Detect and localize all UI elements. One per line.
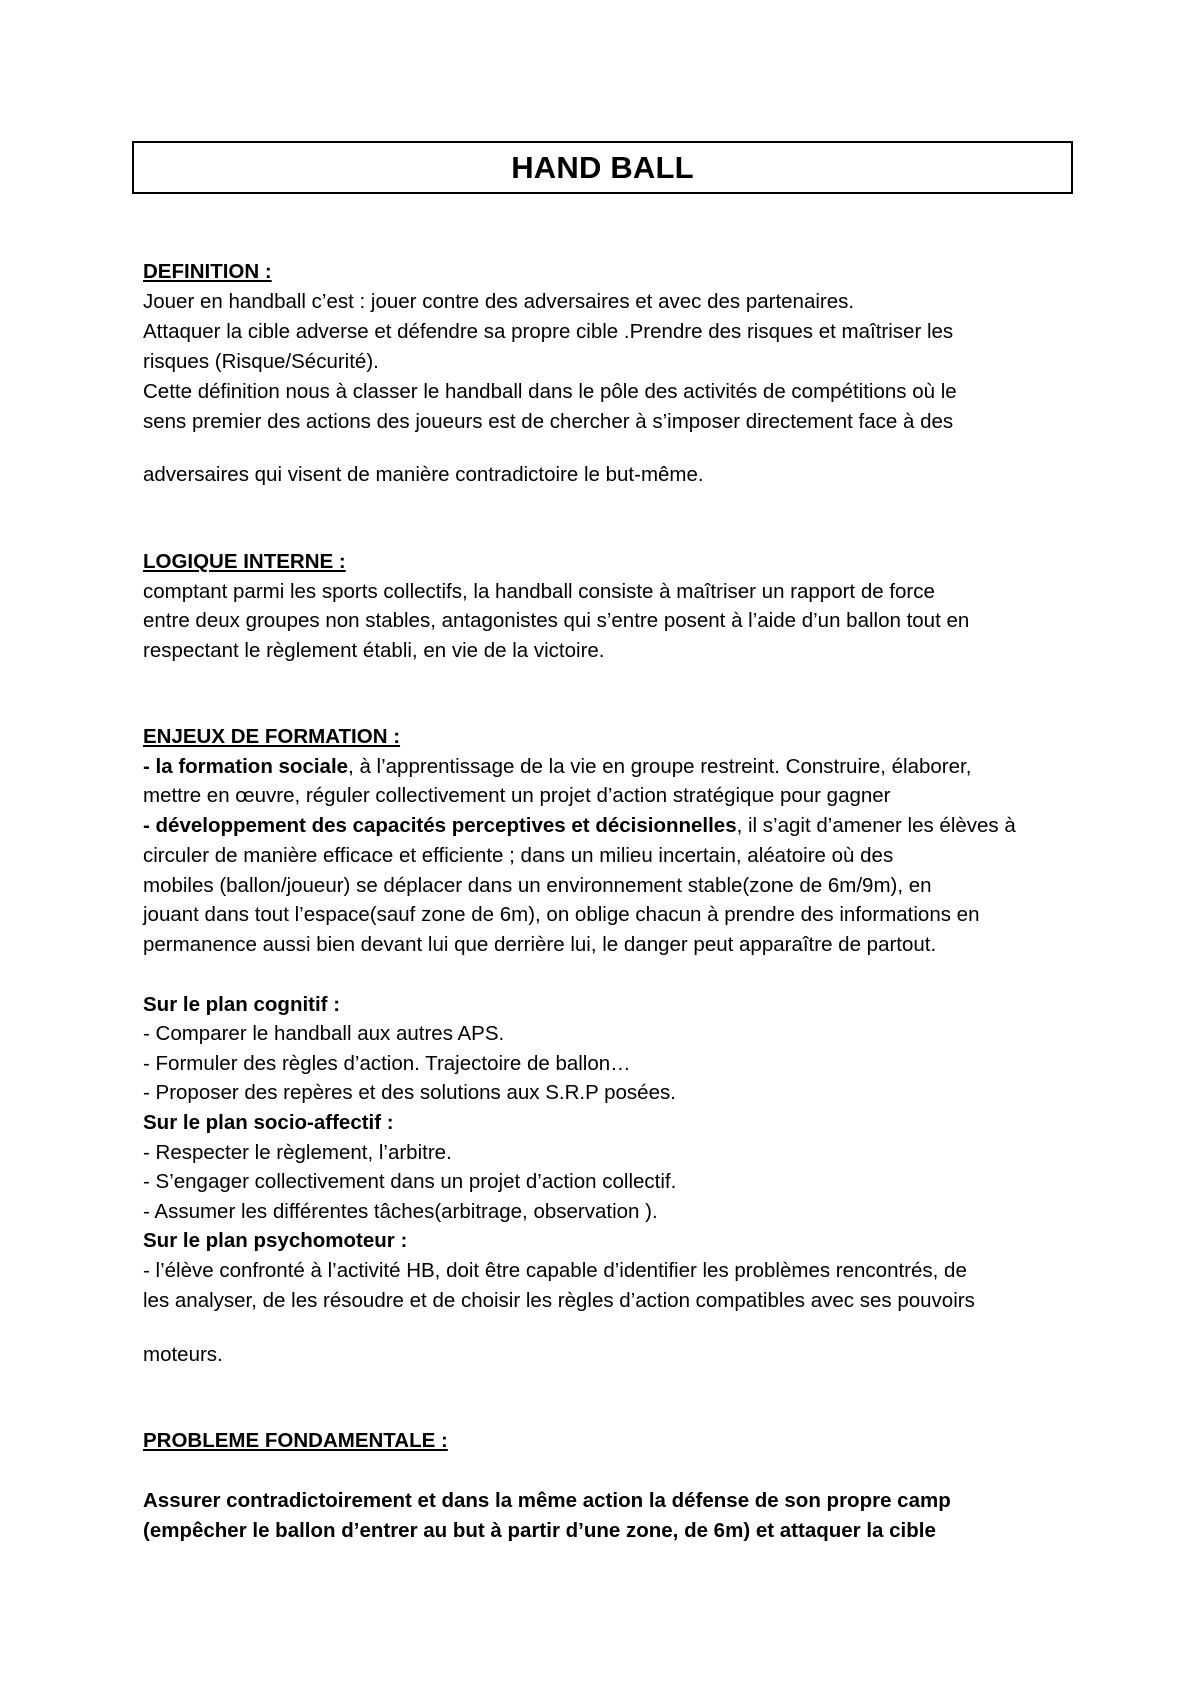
- logique-line: comptant parmi les sports collectifs, la handball consiste à maîtriser un rapport de force: [143, 580, 935, 603]
- definition-line: sens premier des actions des joueurs est de chercher à s’imposer directement face à des: [143, 410, 954, 433]
- cognitif-item: - Formuler des règles d’action. Trajectoire de ballon…: [143, 1052, 631, 1075]
- enjeux-dev-bold: - développement des capacités perceptives et décisionnelles: [143, 814, 737, 837]
- definition-line: Cette définition nous à classer le handball dans le pôle des activités de compétitions où le: [143, 380, 957, 403]
- cognitif-item: - Comparer le handball aux autres APS.: [143, 1022, 505, 1045]
- enjeux-line: jouant dans tout l’espace(sauf zone de 6m), on oblige chacun à prendre des informations en: [143, 903, 980, 926]
- enjeux-sociale-bold: - la formation sociale: [143, 755, 349, 778]
- psycho-heading: Sur le plan psychomoteur :: [143, 1229, 408, 1252]
- enjeux-line: [143, 811, 1016, 841]
- cognitif-heading: Sur le plan cognitif :: [143, 993, 341, 1016]
- psycho-item: moteurs.: [143, 1343, 223, 1366]
- definition-line: Jouer en handball c’est : jouer contre des adversaires et avec des partenaires.: [143, 290, 855, 313]
- definition-line: Attaquer la cible adverse et défendre sa propre cible .Prendre des risques et maîtriser les: [143, 320, 954, 343]
- definition-line: risques (Risque/Sécurité).: [143, 350, 379, 373]
- enjeux-line: circuler de manière efficace et efficiente ; dans un milieu incertain, aléatoire où des: [143, 844, 894, 867]
- logique-line: entre deux groupes non stables, antagonistes qui s’entre posent à l’aide d’un ballon tout en: [143, 609, 970, 632]
- enjeux-line: mobiles (ballon/joueur) se déplacer dans un environnement stable(zone de 6m/9m), en: [143, 874, 932, 897]
- socio-item: - Assumer les différentes tâches(arbitrage, observation ).: [143, 1200, 658, 1223]
- document-title: HAND BALL: [511, 149, 694, 185]
- enjeux-heading: ENJEUX DE FORMATION :: [143, 725, 401, 748]
- psycho-item: - l’élève confronté à l’activité HB, doit être capable d’identifier les problèmes rencontrés, de: [143, 1259, 967, 1282]
- enjeux-dev-rest: , il s’agit d’amener les élèves à: [736, 814, 1016, 837]
- probleme-line: (empêcher le ballon d’entrer au but à partir d’une zone, de 6m) et attaquer la cible: [143, 1519, 936, 1542]
- psycho-item: les analyser, de les résoudre et de choisir les règles d’action compatibles avec ses pouvoirs: [143, 1289, 975, 1312]
- socio-heading: Sur le plan socio-affectif :: [143, 1111, 394, 1134]
- enjeux-line: permanence aussi bien devant lui que derrière lui, le danger peut apparaître de partout.: [143, 933, 937, 956]
- cognitif-item: - Proposer des repères et des solutions aux S.R.P posées.: [143, 1081, 676, 1104]
- probleme-line: Assurer contradictoirement et dans la même action la défense de son propre camp: [143, 1489, 951, 1512]
- probleme-heading: PROBLEME FONDAMENTALE :: [143, 1429, 448, 1452]
- enjeux-line: mettre en œuvre, réguler collectivement un projet d’action stratégique pour gagner: [143, 784, 891, 807]
- socio-item: - S’engager collectivement dans un projet d’action collectif.: [143, 1170, 677, 1193]
- enjeux-line: [143, 752, 971, 782]
- logique-line: respectant le règlement établi, en vie de la victoire.: [143, 639, 605, 662]
- definition-line: adversaires qui visent de manière contradictoire le but-même.: [143, 463, 704, 486]
- definition-heading: DEFINITION :: [143, 260, 272, 283]
- logique-heading: LOGIQUE INTERNE :: [143, 550, 346, 573]
- title-box: [132, 141, 1073, 194]
- socio-item: - Respecter le règlement, l’arbitre.: [143, 1141, 452, 1164]
- enjeux-sociale-rest: , à l’apprentissage de la vie en groupe restreint. Construire, élaborer,: [348, 755, 972, 778]
